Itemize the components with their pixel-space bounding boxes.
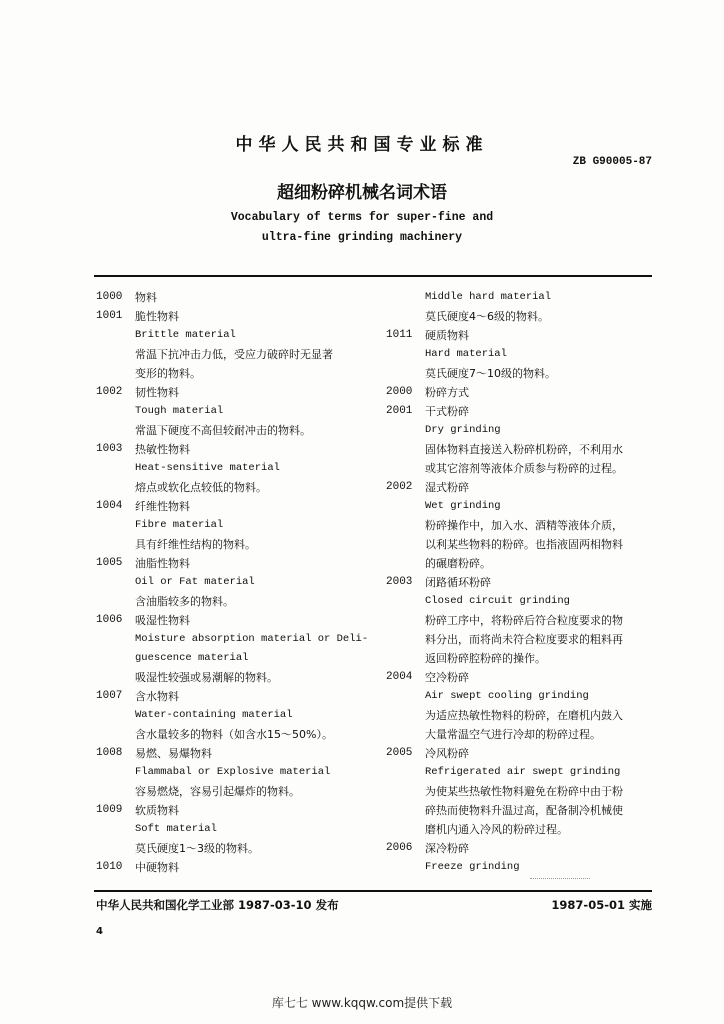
term-row	[96, 497, 406, 516]
term-english: Wet grinding	[425, 500, 501, 512]
term-row	[386, 535, 656, 554]
term-code: 1001	[96, 310, 123, 322]
term-row	[386, 630, 656, 649]
term-row	[96, 668, 406, 687]
term-text: 磨机内通入冷风的粉碎过程。	[425, 823, 568, 836]
term-row	[386, 573, 656, 592]
term-row	[96, 649, 406, 668]
english-title-line-2: ultra-fine grinding machinery	[261, 231, 463, 244]
term-code: 1002	[96, 386, 123, 398]
term-row	[386, 820, 656, 839]
dotted-mark	[530, 878, 590, 879]
term-english: Moisture absorption material or Deli-	[135, 633, 369, 645]
term-code: 1006	[96, 614, 123, 626]
term-code: 2005	[386, 747, 413, 759]
term-english: Freeze grinding	[425, 861, 520, 873]
term-row	[96, 516, 406, 535]
right-column	[386, 288, 656, 877]
left-column	[96, 288, 406, 877]
term-row	[386, 592, 656, 611]
term-english: Dry grinding	[425, 424, 501, 436]
term-row	[96, 402, 406, 421]
term-row	[386, 858, 656, 877]
term-row	[386, 440, 656, 459]
term-text: 热敏性物料	[135, 443, 190, 456]
term-text: 或其它溶剂等液体介质参与粉碎的过程。	[425, 462, 623, 475]
term-row	[96, 383, 406, 402]
term-text: 油脂性物料	[135, 557, 190, 570]
term-text: 纤维性物料	[135, 500, 190, 513]
term-english: Tough material	[135, 405, 224, 417]
term-row	[386, 801, 656, 820]
term-text: 硬质物料	[425, 329, 469, 342]
term-row	[386, 554, 656, 573]
term-text: 含水量较多的物料（如含水15～50%）。	[135, 728, 333, 741]
term-row	[386, 725, 656, 744]
term-code: 2003	[386, 576, 413, 588]
term-english: guescence material	[135, 652, 249, 664]
term-row	[96, 288, 406, 307]
term-code: 2006	[386, 842, 413, 854]
term-english: Closed circuit grinding	[425, 595, 570, 607]
term-text: 冷风粉碎	[425, 747, 469, 760]
term-text: 莫氏硬度7～10级的物料。	[425, 367, 556, 380]
term-text: 常温下抗冲击力低，受应力破碎时无显著	[135, 348, 333, 361]
term-row	[386, 649, 656, 668]
term-row	[96, 307, 406, 326]
term-row	[96, 611, 406, 630]
term-row	[386, 668, 656, 687]
term-row	[386, 706, 656, 725]
term-row	[96, 744, 406, 763]
term-text: 粉碎操作中，加入水、酒精等液体介质，	[425, 519, 623, 532]
term-text: 空冷粉碎	[425, 671, 469, 684]
term-text: 为使某些热敏性物料避免在粉碎中由于粉	[425, 785, 623, 798]
term-text: 碎热而使物料升温过高，配备制冷机械使	[425, 804, 623, 817]
term-code: 1007	[96, 690, 123, 702]
term-row	[386, 364, 656, 383]
term-code: 2004	[386, 671, 413, 683]
term-row	[386, 383, 656, 402]
term-row	[386, 402, 656, 421]
term-row	[386, 288, 656, 307]
term-row	[96, 440, 406, 459]
term-text: 闭路循环粉碎	[425, 576, 491, 589]
term-row	[386, 497, 656, 516]
term-english: Brittle material	[135, 329, 236, 341]
term-row	[96, 364, 406, 383]
term-row	[96, 421, 406, 440]
term-code: 1000	[96, 291, 123, 303]
term-text: 粉碎工序中，将粉碎后符合粒度要求的物	[425, 614, 623, 627]
term-row	[386, 763, 656, 782]
term-text: 含水物料	[135, 690, 179, 703]
term-row	[386, 421, 656, 440]
term-row	[96, 554, 406, 573]
term-text: 干式粉碎	[425, 405, 469, 418]
download-watermark: 库七七 www.kqqw.com提供下载	[271, 996, 453, 1010]
term-text: 软质物料	[135, 804, 179, 817]
term-english: Fibre material	[135, 519, 224, 531]
term-row	[96, 630, 406, 649]
term-row	[386, 459, 656, 478]
term-row	[386, 687, 656, 706]
term-row	[386, 744, 656, 763]
term-english: Middle hard material	[425, 291, 552, 303]
term-english: Flammabal or Explosive material	[135, 766, 331, 778]
term-text: 易燃、易爆物料	[135, 747, 212, 760]
term-row	[96, 573, 406, 592]
term-code: 2001	[386, 405, 413, 417]
term-text: 粉碎方式	[425, 386, 469, 399]
term-code: 1005	[96, 557, 123, 569]
term-text: 具有纤维性结构的物料。	[135, 538, 256, 551]
term-text: 物料	[135, 291, 157, 304]
term-row	[386, 782, 656, 801]
term-code: 1004	[96, 500, 123, 512]
bottom-rule	[94, 890, 652, 892]
term-row	[96, 858, 406, 877]
term-text: 固体物料直接送入粉碎机粉碎，不利用水	[425, 443, 623, 456]
term-text: 返回粉碎腔粉碎的操作。	[425, 652, 546, 665]
document-title: 超细粉碎机械名词术语	[277, 183, 447, 203]
term-english: Water-containing material	[135, 709, 293, 721]
term-text: 为适应热敏性物料的粉碎，在磨机内鼓入	[425, 709, 623, 722]
term-english: Air swept cooling grinding	[425, 690, 589, 702]
term-row	[96, 535, 406, 554]
term-row	[96, 345, 406, 364]
term-row	[96, 839, 406, 858]
term-english: Heat-sensitive material	[135, 462, 280, 474]
term-text: 的碾磨粉碎。	[425, 557, 491, 570]
term-text: 深冷粉碎	[425, 842, 469, 855]
term-row	[96, 687, 406, 706]
term-row	[386, 611, 656, 630]
term-row	[96, 820, 406, 839]
term-text: 常温下硬度不高但较耐冲击的物料。	[135, 424, 311, 437]
term-row	[96, 326, 406, 345]
term-text: 中硬物料	[135, 861, 179, 874]
term-row	[386, 478, 656, 497]
term-code: 1010	[96, 861, 123, 873]
term-text: 莫氏硬度4～6级的物料。	[425, 310, 549, 323]
term-code: 1009	[96, 804, 123, 816]
term-english: Hard material	[425, 348, 507, 360]
term-row	[386, 326, 656, 345]
term-code: 2000	[386, 386, 413, 398]
term-text: 含油脂较多的物料。	[135, 595, 234, 608]
term-text: 料分出，而将尚未符合粒度要求的粗料再	[425, 633, 623, 646]
term-english: Oil or Fat material	[135, 576, 255, 588]
term-row	[96, 478, 406, 497]
term-row	[386, 516, 656, 535]
top-rule	[94, 275, 652, 277]
term-text: 韧性物料	[135, 386, 179, 399]
term-text: 大量常温空气进行冷却的粉碎过程。	[425, 728, 601, 741]
term-text: 熔点或软化点较低的物料。	[135, 481, 267, 494]
issuer-line: 中华人民共和国化学工业部 1987-03-10 发布	[96, 898, 339, 912]
term-row	[96, 782, 406, 801]
term-text: 莫氏硬度1～3级的物料。	[135, 842, 259, 855]
term-row	[386, 839, 656, 858]
term-text: 吸湿性物料	[135, 614, 190, 627]
term-english: Soft material	[135, 823, 217, 835]
term-english: Refrigerated air swept grinding	[425, 766, 621, 778]
effective-date: 1987-05-01 实施	[551, 898, 652, 912]
page-number: 4	[96, 926, 103, 937]
term-row	[386, 307, 656, 326]
term-text: 变形的物料。	[135, 367, 201, 380]
term-row	[96, 706, 406, 725]
term-row	[96, 801, 406, 820]
standard-heading: 中华人民共和国专业标准	[235, 135, 489, 155]
term-code: 1003	[96, 443, 123, 455]
term-text: 容易燃烧，容易引起爆炸的物料。	[135, 785, 300, 798]
term-row	[386, 345, 656, 364]
term-row	[96, 459, 406, 478]
term-row	[96, 592, 406, 611]
term-text: 以利某些物料的粉碎。也指液固两相物料	[425, 538, 623, 551]
term-text: 湿式粉碎	[425, 481, 469, 494]
term-row	[96, 725, 406, 744]
term-code: 1011	[386, 329, 413, 341]
term-row	[96, 763, 406, 782]
standard-code: ZB G90005-87	[572, 156, 652, 168]
term-text: 吸湿性较强或易潮解的物料。	[135, 671, 278, 684]
english-title-line-1: Vocabulary of terms for super-fine and	[230, 211, 494, 224]
term-text: 脆性物料	[135, 310, 179, 323]
term-code: 1008	[96, 747, 123, 759]
term-code: 2002	[386, 481, 413, 493]
